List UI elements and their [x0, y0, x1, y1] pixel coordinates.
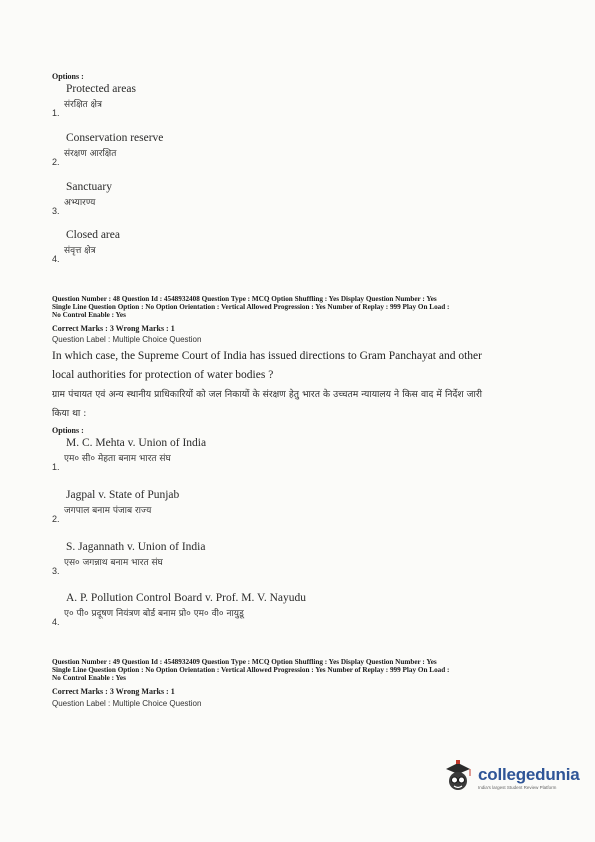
- q48-option-3-hi: एस० जगन्नाथ बनाम भारत संघ: [64, 558, 163, 568]
- meta-line-3: No Control Enable : Yes: [52, 311, 126, 319]
- question-48-options-label: Options :: [52, 426, 84, 435]
- question-48-label: Question Label : Multiple Choice Question: [52, 335, 202, 344]
- q48-option-2-hi: जगपाल बनाम पंजाब राज्य: [64, 506, 152, 516]
- q48-option-4-number: 4.: [52, 617, 60, 627]
- meta-line-3: No Control Enable : Yes: [52, 674, 126, 682]
- question-49-marks: Correct Marks : 3 Wrong Marks : 1: [52, 687, 175, 696]
- q48-option-3-en: S. Jagannath v. Union of India: [66, 541, 206, 553]
- meta-line-2: Single Line Question Option : No Option Orientation : Vertical Allowed Progression : Yes Number of Replay : 999 Play On Load :: [52, 303, 450, 311]
- option-2-hi: संरक्षण आरक्षित: [64, 149, 117, 159]
- option-4-number: 4.: [52, 254, 60, 264]
- option-3-number: 3.: [52, 206, 60, 216]
- meta-line-2: Single Line Question Option : No Option Orientation : Vertical Allowed Progression : Yes Number of Replay : 999 Play On Load :: [52, 666, 450, 674]
- question-48-meta: [52, 295, 542, 319]
- question-48-text-hi: ग्राम पंचायत एवं अन्य स्थानीय प्राधिकारियों को जल निकायों के संरक्षण हेतु भारत के उच्चतम न्यायालय ने किस वाद में निर्देश जारी किया था :: [52, 389, 482, 419]
- option-1-number: 1.: [52, 108, 60, 118]
- q48-option-1-hi: एम० सी० मेहता बनाम भारत संघ: [64, 454, 171, 464]
- option-2-en: Conservation reserve: [66, 132, 164, 144]
- meta-line-1: Question Number : 49 Question Id : 4548932409 Question Type : MCQ Option Shuffling : Yes Display Question Number : Yes: [52, 658, 437, 666]
- collegedunia-logo: [442, 760, 580, 794]
- q48-option-3-number: 3.: [52, 566, 60, 576]
- brand-name: collegedunia: [478, 764, 580, 784]
- graduate-mascot-icon: [442, 760, 474, 794]
- option-4-hi: संवृत्त क्षेत्र: [64, 246, 96, 256]
- option-2-number: 2.: [52, 157, 60, 167]
- question-49-label: Question Label : Multiple Choice Question: [52, 699, 202, 708]
- question-49-meta: [52, 658, 542, 682]
- q48-option-2-en: Jagpal v. State of Punjab: [66, 489, 180, 501]
- q48-option-4-en: A. P. Pollution Control Board v. Prof. M. V. Nayudu: [66, 592, 307, 604]
- option-1-hi: संरक्षित क्षेत्र: [64, 100, 102, 110]
- question-48-marks: Correct Marks : 3 Wrong Marks : 1: [52, 324, 175, 333]
- q48-option-2-number: 2.: [52, 514, 60, 524]
- option-4-en: Closed area: [66, 229, 120, 241]
- option-3-en: Sanctuary: [66, 181, 112, 193]
- options-label: Options :: [52, 72, 84, 81]
- q48-option-4-hi: ए० पी० प्रदूषण नियंत्रण बोर्ड बनाम प्रो० एम० वी० नायुडू: [64, 609, 244, 619]
- option-3-hi: अभ्यारण्य: [64, 198, 96, 208]
- q48-option-1-number: 1.: [52, 462, 60, 472]
- meta-line-1: Question Number : 48 Question Id : 4548932408 Question Type : MCQ Option Shuffling : Yes Display Question Number : Yes: [52, 295, 437, 303]
- question-48-text-en: In which case, the Supreme Court of India has issued directions to Gram Panchayat and other local authorities for protection of water bodies ?: [52, 350, 482, 381]
- brand-tagline: India's largest Student Review Platform: [478, 784, 557, 790]
- option-1-en: Protected areas: [66, 83, 136, 95]
- q48-option-1-en: M. C. Mehta v. Union of India: [66, 437, 207, 449]
